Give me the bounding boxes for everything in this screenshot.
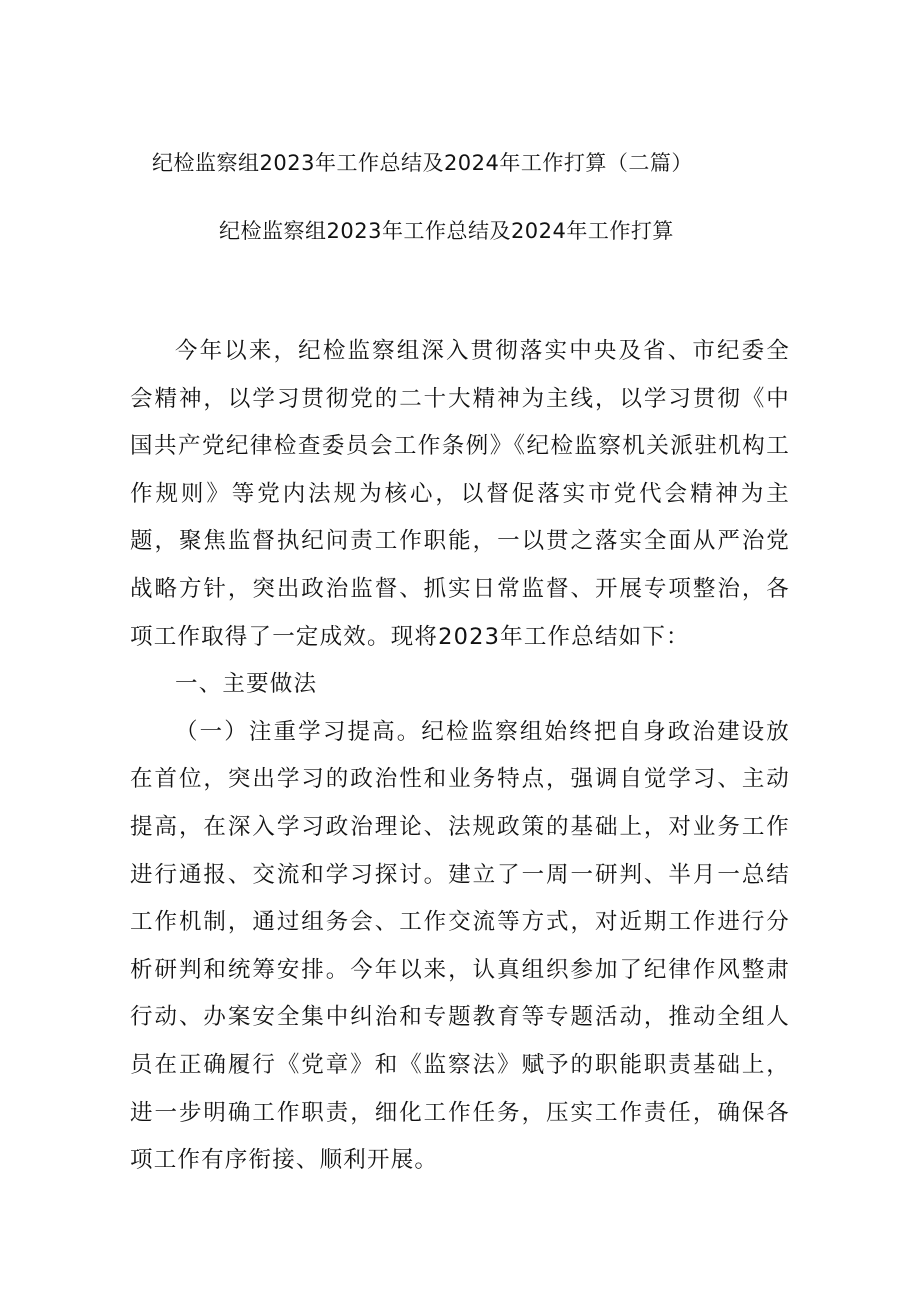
intro-paragraph: 今年以来，纪检监察组深入贯彻落实中央及省、市纪委全会精神，以学习贯彻党的二十大精神为主线，以学习贯彻《中国共产党纪律检查委员会工作条例》《纪检监察机关派驻机构工作规则》等党内法规为核心，以督促落实市党代会精神为主题，聚焦监督执纪问责工作职能，一以贯之落实全面从严治党战略方针，突出政治监督、抓实日常监督、开展专项整治，各项工作取得了一定成效。现将2023年工作总结如下： xyxy=(130,338,790,650)
document-subtitle: 纪检监察组2023年工作总结及2024年工作打算 xyxy=(219,219,674,243)
section-paragraph: （一）注重学习提高。纪检监察组始终把自身政治建设放在首位，突出学习的政治性和业务特点，强调自觉学习、主动提高，在深入学习政治理论、法规政策的基础上，对业务工作进行通报、交流和学习探讨。建立了一周一研判、半月一总结工作机制，通过组务会、工作交流等方式，对近期工作进行分析研判和统筹安排。今年以来，认真组织参加了纪律作风整肃行动、办案安全集中纠治和专题教育等专题活动，推动全组人员在正确履行《党章》和《监察法》赋予的职能职责基础上，进一步明确工作职责，细化工作任务，压实工作责任，确保各项工作有序衔接、顺利开展。 xyxy=(130,718,790,1174)
section-heading: 一、主要做法 xyxy=(175,671,318,698)
document-body xyxy=(130,328,790,1185)
document-title: 纪检监察组2023年工作总结及2024年工作打算（二篇） xyxy=(152,151,693,175)
